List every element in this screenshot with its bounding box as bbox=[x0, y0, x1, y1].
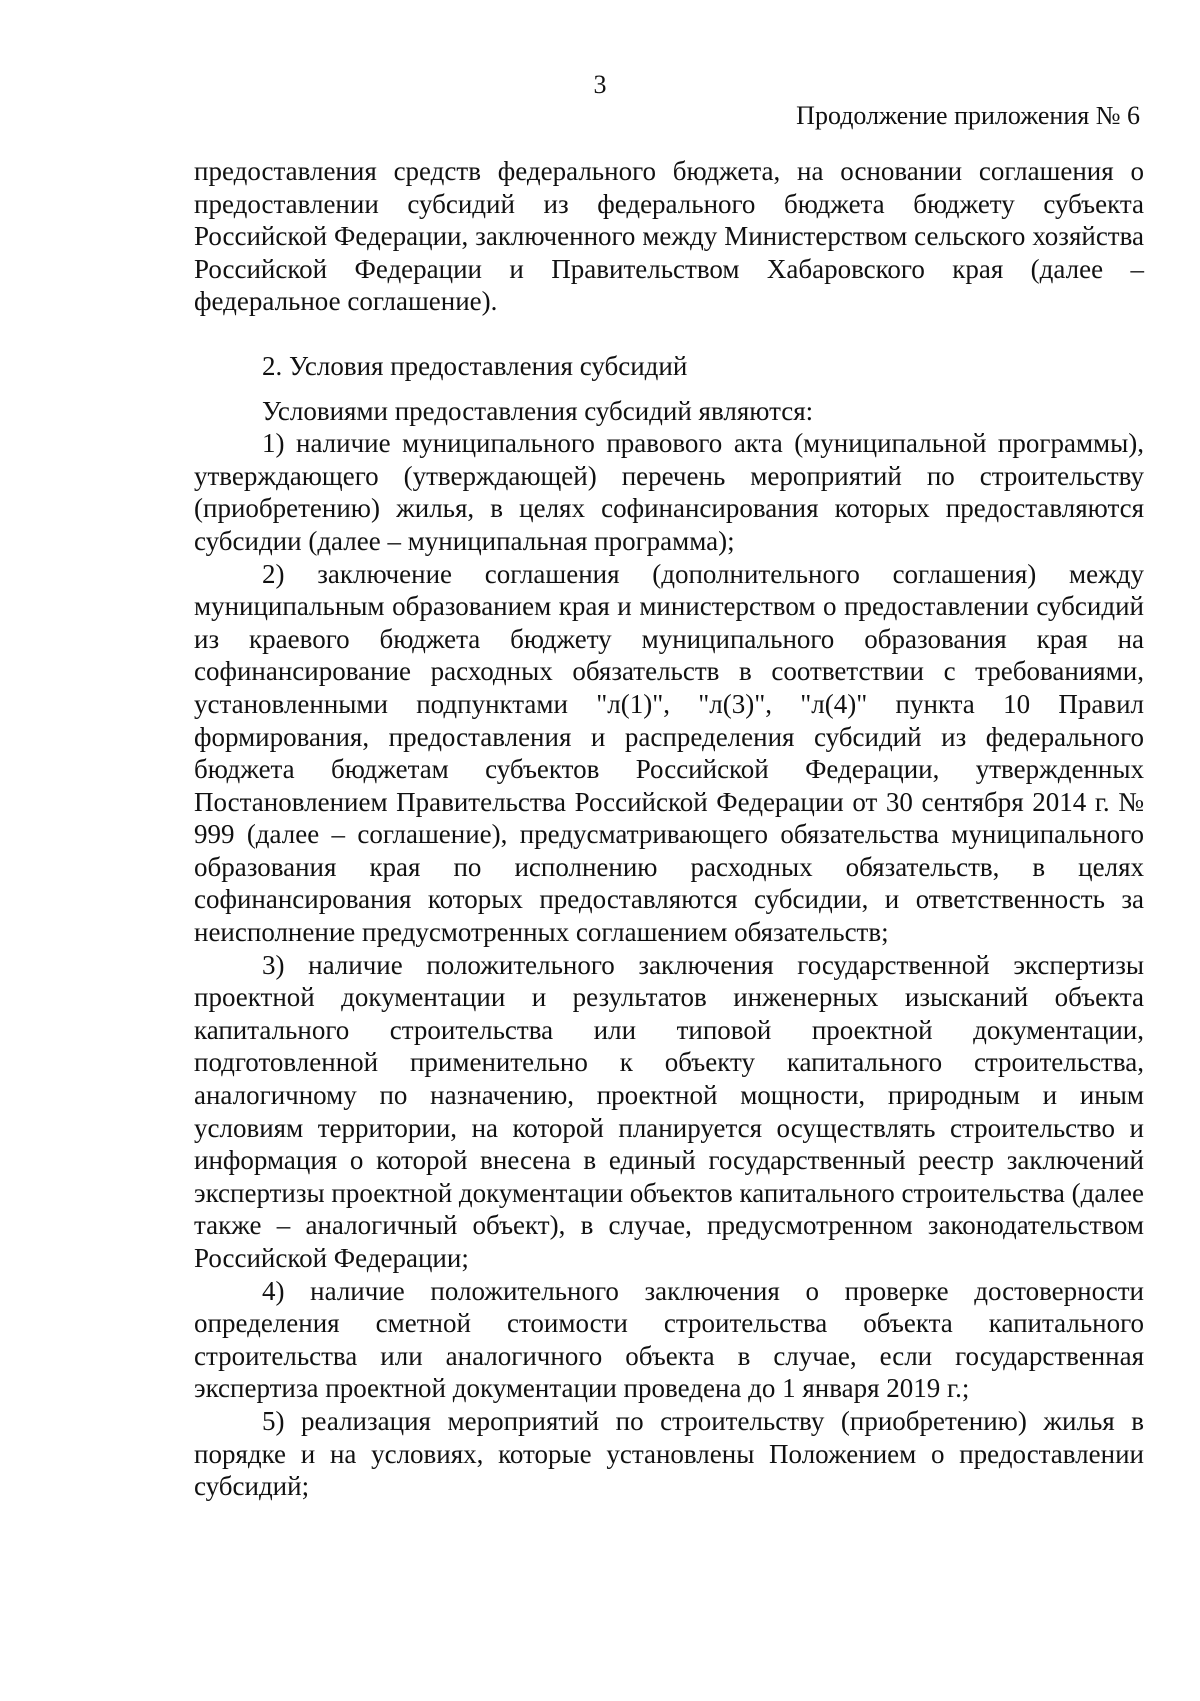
list-item-2: 2) заключение соглашения (дополнительного соглашения) между муниципальным образованием края и министерством о предоставлении субсидий из краевого бюджета бюджету муниципального образования края на софинансирование расходных обязательств в соответствии с требованиями, установленными подпунктами "л(1)", "л(3)", "л(4)" пункта 10 Правил формирования, предоставления и распределения субсидий из федерального бюджета бюджетам субъектов Российской Федерации, утвержденных Постановлением Правительства Российской Федерации от 30 сентября 2014 г. № 999 (далее – соглашение), предусматривающего обязательства муниципального образования края по исполнению расходных обязательств, в целях софинансирования которых предоставляются субсидии, и ответственность за неисполнение предусмотренных соглашением обязательств; bbox=[194, 558, 1144, 948]
list-item-4: 4) наличие положительного заключения о проверке достоверности определения сметной стоимости строительства объекта капитального строительства или аналогичного объекта в случае, если государственная экспертиза проектной документации проведена до 1 января 2019 г.; bbox=[194, 1275, 1144, 1404]
paragraph-intro: предоставления средств федерального бюджета, на основании соглашения о предоставлении субсидий из федерального бюджета бюджету субъекта Российской Федерации, заключенного между Министерством сельского хозяйства Российской Федерации и Правительством Хабаровского края (далее – федеральное соглашение). bbox=[194, 156, 1144, 317]
appendix-continuation-label: Продолжение приложения № 6 bbox=[796, 101, 1140, 130]
document-body bbox=[194, 155, 1144, 1503]
list-item-3: 3) наличие положительного заключения государственной экспертизы проектной документации и результатов инженерных изысканий объекта капитального строительства или типовой проектной документации, подготовленной применительно к объекту капитального строительства, аналогичному по назначению, проектной мощности, природным и иным условиям территории, на которой планируется осуществлять строительство и информация о которой внесена в единый государственный реестр заключений экспертизы проектной документации объектов капитального строительства (далее также – аналогичный объект), в случае, предусмотренном законодательством Российской Федерации; bbox=[194, 949, 1144, 1273]
list-item-5: 5) реализация мероприятий по строительству (приобретению) жилья в порядке и на условиях, которые установлены Положением о предоставлении субсидий; bbox=[194, 1405, 1144, 1502]
section-heading: 2. Условия предоставления субсидий bbox=[262, 350, 688, 381]
list-item-1: 1) наличие муниципального правового акта (муниципальной программы), утверждающего (утверждающей) перечень мероприятий по строительству (приобретению) жилья, в целях софинансирования которых предоставляются субсидии (далее – муниципальная программа); bbox=[194, 428, 1144, 556]
paragraph-lead: Условиями предоставления субсидий являются: bbox=[262, 395, 814, 426]
page-number: 3 bbox=[593, 70, 607, 99]
